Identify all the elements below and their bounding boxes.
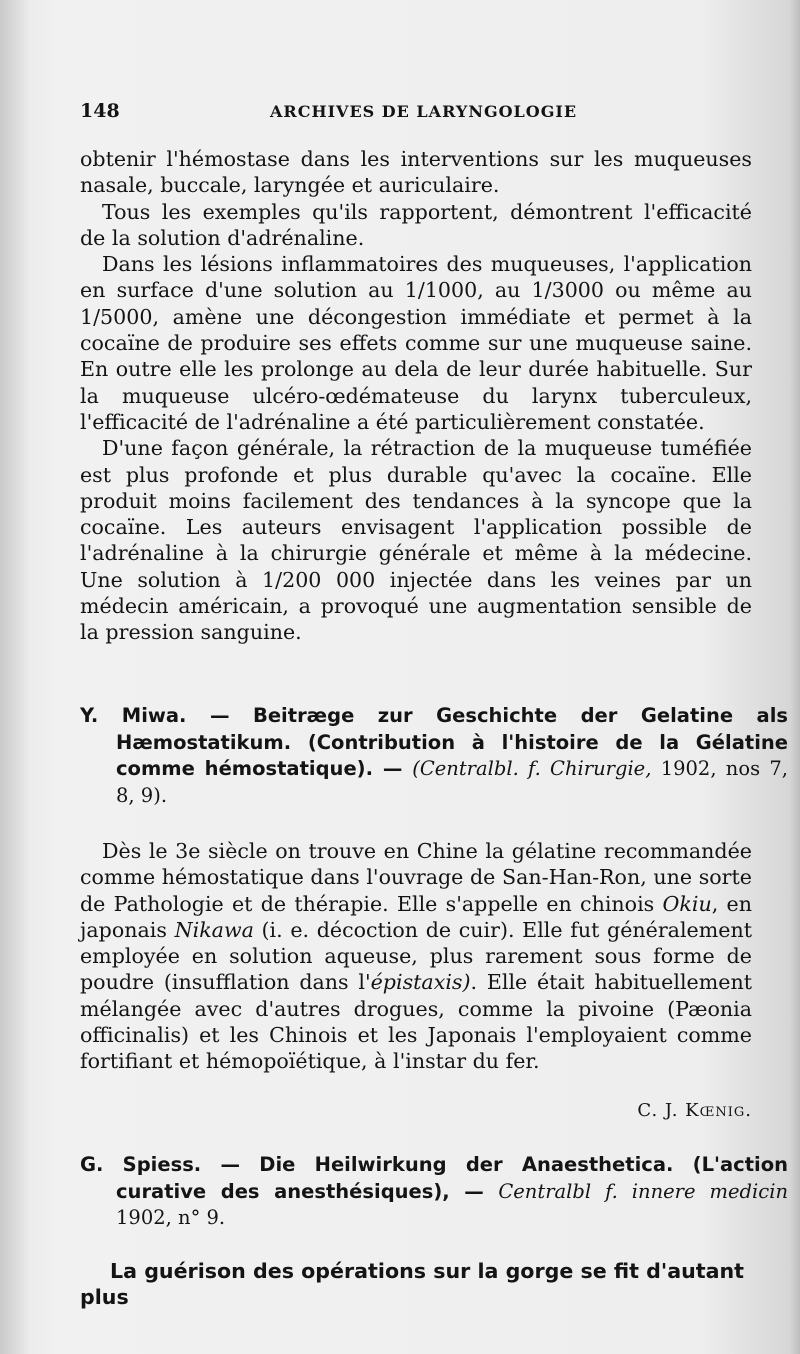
- italic-term: Okiu: [662, 891, 712, 916]
- entry-pages: 1902, nos 7, 8, 9).: [116, 757, 788, 807]
- entry-heading-spiess: [80, 1152, 788, 1232]
- entry-title: Beitræge zur Geschichte der Gelatine als Hæmostatikum. (Contribution à l'histoire de la Gélatine comme hémostatique).: [116, 704, 789, 780]
- text-run: Dès le 3e siècle on trouve en Chine la gélatine recommandée comme hémostatique dans l'ouvrage de San-Han-Ron, une sorte de Pathologie et de thérapie. Elle s'appelle en chinois: [80, 839, 752, 916]
- section-continuation: [80, 146, 752, 646]
- italic-term: épistaxis): [370, 970, 471, 995]
- entry-body-spiess-first-line: La guérison des opérations sur la gorge se fit d'autant plus: [80, 1259, 745, 1309]
- paragraph: obtenir l'hémostase dans les interventions sur les muqueuses nasale, buccale, laryngée et auriculaire.: [80, 147, 752, 198]
- signature: C. J. Kœnig.: [637, 1100, 752, 1121]
- paragraph: [80, 838, 752, 1075]
- text-run: (i. e. décoction de cuir). Elle fut généralement employée en solution aqueuse, plus rarement sous forme de poudre (insufflation dans l': [80, 917, 752, 995]
- dash: —: [449, 1179, 499, 1203]
- entry-heading-miwa: [80, 703, 788, 809]
- paragraph: Dans les lésions inflammatoires des muqueuses, l'application en surface d'une solution au 1/1000, au 1/3000 ou même au 1/5000, amène une décongestion immédiate et permet à la cocaïne de produire ses effets comme sur une muqueuse saine. En outre elle les prolonge au dela de leur durée habituelle. Sur la muqueuse ulcéro-œdémateuse du larynx tuberculeux, l'efficacité de l'adrénaline a été particulièrement constatée.: [80, 252, 752, 434]
- dash: —: [201, 1153, 260, 1176]
- entry-body-miwa: [80, 838, 752, 1075]
- running-head: ARCHIVES DE LARYNGOLOGIE: [270, 102, 578, 121]
- dash: —: [372, 757, 413, 780]
- page-number: 148: [80, 100, 120, 122]
- entry-pages: 1902, n° 9.: [116, 1206, 226, 1229]
- entry-title: Die Heilwirkung der Anaesthetica. (L'action curative des anesthésiques),: [116, 1153, 788, 1203]
- entry-journal: (Centralbl. f. Chirurgie,: [412, 757, 652, 780]
- text-run: , en japonais: [80, 891, 752, 942]
- entry-journal: Centralbl f. innere medicin: [498, 1179, 788, 1203]
- dash: —: [186, 704, 253, 727]
- paragraph: D'une façon générale, la rétraction de la muqueuse tuméfiée est plus profonde et plus durable qu'avec la cocaïne. Elle produit moins facilement des tendances à la syncope que la cocaïne. Les auteurs envisagent l'application possible de l'adrénaline à la chirurgie générale et même à la médecine. Une solution à 1/200 000 injectée dans les veines par un médecin américain, a provoqué une augmentation sensible de la pression sanguine.: [80, 436, 752, 645]
- paragraph: Tous les exemples qu'ils rapportent, démontrent l'efficacité de la solution d'adrénaline.: [80, 199, 752, 250]
- entry-author: G. Spiess.: [80, 1153, 202, 1176]
- italic-term: Nikawa: [174, 917, 254, 942]
- page-header: [80, 100, 752, 128]
- entry-author: Y. Miwa.: [80, 704, 187, 727]
- text-run: . Elle était habituellement mélangée avec d'autres drogues, comme la pivoine (Pæonia officinalis) et les Chinois et les Japonais l'employaient comme fortifiant et hémopoïétique, à l'instar du fer.: [80, 970, 752, 1074]
